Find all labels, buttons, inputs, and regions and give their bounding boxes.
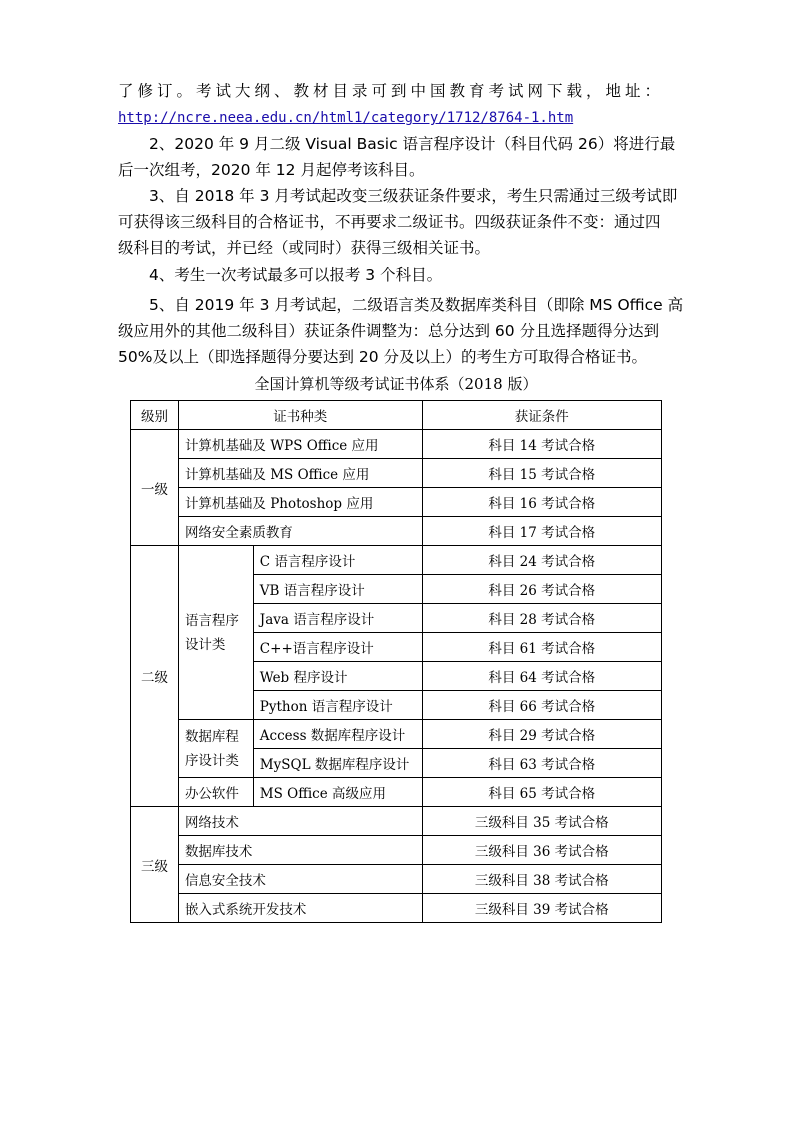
- cert-condition: 三级科目 35 考试合格: [422, 807, 661, 836]
- paragraph-2: [118, 131, 678, 183]
- table-header-row: [131, 401, 662, 430]
- cert-condition: 科目 28 考试合格: [422, 604, 661, 633]
- cert-name: C 语言程序设计: [253, 546, 422, 575]
- level-2-label: 二级: [131, 546, 179, 807]
- table-row: [131, 459, 662, 488]
- paragraph-line: 2、2020 年 9 月二级 Visual Basic 语言程序设计（科目代码 26）将进行最: [149, 135, 676, 153]
- cert-name: 嵌入式系统开发技术: [178, 894, 422, 923]
- cert-condition: 科目 26 考试合格: [422, 575, 661, 604]
- level-1-label: 一级: [131, 430, 179, 546]
- cert-name: 计算机基础及 MS Office 应用: [178, 459, 422, 488]
- paragraph-4: [118, 262, 678, 288]
- paragraph-line: 50%及以上（即选择题得分要达到 20 分及以上）的考生方可取得合格证书。: [118, 348, 648, 366]
- cert-name: 计算机基础及 Photoshop 应用: [178, 488, 422, 517]
- table-row: [131, 865, 662, 894]
- cert-condition: 科目 17 考试合格: [422, 517, 661, 546]
- table-row: [131, 488, 662, 517]
- paragraph-line: 级科目的考试，并已经（或同时）获得三级相关证书。: [118, 239, 491, 257]
- table-row: [131, 778, 662, 807]
- paragraph-1: [118, 78, 678, 130]
- paragraph-line: 了修订。考试大纲、教材目录可到中国教育考试网下载，地址：: [118, 82, 665, 100]
- paragraph-5: [118, 292, 684, 370]
- paragraph-line: 后一次组考，2020 年 12 月起停考该科目。: [118, 161, 425, 179]
- table-row: [131, 546, 662, 575]
- group-office: 办公软件: [178, 778, 253, 807]
- cert-condition: 科目 29 考试合格: [422, 720, 661, 749]
- download-link[interactable]: http://ncre.neea.edu.cn/html1/category/1712/8764-1.htm: [118, 110, 574, 126]
- cert-name: 数据库技术: [178, 836, 422, 865]
- group-database: [178, 720, 253, 778]
- cert-condition: 科目 66 考试合格: [422, 691, 661, 720]
- cert-name: 网络技术: [178, 807, 422, 836]
- cert-name: Web 程序设计: [253, 662, 422, 691]
- table-row: [131, 720, 662, 749]
- paragraph-line: 可获得该三级科目的合格证书，不再要求二级证书。四级获证条件不变：通过四: [118, 213, 661, 231]
- paragraph-line: 3、自 2018 年 3 月考试起改变三级获证条件要求，考生只需通过三级考试即: [149, 187, 678, 205]
- cert-name: 信息安全技术: [178, 865, 422, 894]
- level-3-label: 三级: [131, 807, 179, 923]
- table-row: [131, 894, 662, 923]
- paragraph-3: [118, 183, 678, 261]
- cert-name: 计算机基础及 WPS Office 应用: [178, 430, 422, 459]
- group-language-line-2: 设计类: [184, 636, 226, 653]
- header-condition: 获证条件: [422, 401, 661, 430]
- paragraph-line: 级应用外的其他二级科目）获证条件调整为：总分达到 60 分且选择题得分达到: [118, 322, 660, 340]
- cert-condition: 科目 65 考试合格: [422, 778, 661, 807]
- cert-condition: 科目 14 考试合格: [422, 430, 661, 459]
- table-row: [131, 836, 662, 865]
- certificate-table: [130, 400, 662, 923]
- table-row: [131, 517, 662, 546]
- header-cert-type: 证书种类: [178, 401, 422, 430]
- paragraph-line: 5、自 2019 年 3 月考试起，二级语言类及数据库类科目（即除 MS Office 高: [149, 296, 684, 314]
- header-level: 级别: [131, 401, 179, 430]
- cert-name: 网络安全素质教育: [178, 517, 422, 546]
- cert-name: MySQL 数据库程序设计: [253, 749, 422, 778]
- cert-name: C++语言程序设计: [253, 633, 422, 662]
- cert-condition: 科目 64 考试合格: [422, 662, 661, 691]
- table-caption: 全国计算机等级考试证书体系（2018 版）: [254, 375, 538, 393]
- paragraph-line: 4、考生一次考试最多可以报考 3 个科目。: [149, 266, 443, 284]
- cert-condition: 三级科目 36 考试合格: [422, 836, 661, 865]
- group-database-line-1: 数据库程: [184, 728, 239, 745]
- cert-condition: 科目 24 考试合格: [422, 546, 661, 575]
- cert-condition: 科目 15 考试合格: [422, 459, 661, 488]
- cert-condition: 科目 63 考试合格: [422, 749, 661, 778]
- cert-name: Python 语言程序设计: [253, 691, 422, 720]
- group-database-line-2: 序设计类: [184, 752, 239, 769]
- cert-name: MS Office 高级应用: [253, 778, 422, 807]
- table-row: [131, 807, 662, 836]
- cert-name: Access 数据库程序设计: [253, 720, 422, 749]
- table-row: [131, 430, 662, 459]
- cert-condition: 科目 61 考试合格: [422, 633, 661, 662]
- group-language-line-1: 语言程序: [184, 612, 239, 629]
- cert-condition: 三级科目 39 考试合格: [422, 894, 661, 923]
- cert-name: Java 语言程序设计: [253, 604, 422, 633]
- cert-condition: 三级科目 38 考试合格: [422, 865, 661, 894]
- cert-name: VB 语言程序设计: [253, 575, 422, 604]
- group-language: [178, 546, 253, 720]
- cert-condition: 科目 16 考试合格: [422, 488, 661, 517]
